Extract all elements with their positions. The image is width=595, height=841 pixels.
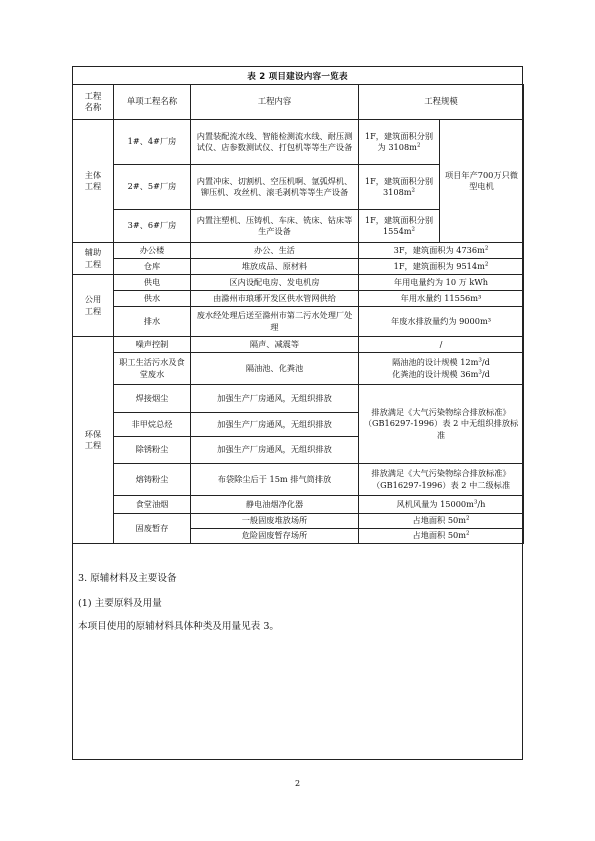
subitem-scale: 1F，建筑面积为 $9514m^2$: [359, 259, 524, 275]
subitem-content: 隔声、减震等: [191, 337, 359, 353]
table-row: [73, 464, 524, 496]
subitem-content: 静电油烟净化器: [191, 496, 359, 514]
table-row: [73, 275, 524, 291]
subitem-content: 内置冲床、切割机、空压机啊、氩弧焊机、铆压机、攻丝机、滚毛剥机等等生产设备: [191, 165, 359, 210]
subitem-content: 加强生产厂房通风，无组织排放: [191, 385, 359, 413]
subitem-name: 供水: [114, 291, 191, 307]
category-main: 主体 工程: [73, 120, 114, 243]
subitem-content: 堆放成品、原材料: [191, 259, 359, 275]
subitem-name: 1#、4#厂房: [114, 120, 191, 165]
table-row: [73, 243, 524, 259]
subitem-name: 食堂油烟: [114, 496, 191, 514]
header-category: 工程 名称: [73, 85, 114, 120]
subitem-scale: 年用电量约为 10 万 kWh: [359, 275, 524, 291]
header-scale: 工程规模: [359, 85, 524, 120]
subitem-scale: 排放满足《大气污染物综合排放标准》（GB16297-1996）表 2 中二级标准: [359, 464, 524, 496]
subitem-name: 2#、5#厂房: [114, 165, 191, 210]
subitem-content: 办公、生活: [191, 243, 359, 259]
unorganized-standard: 排放满足《大气污染物综合排放标准》（GB16297-1996）表 2 中无组织排放标准: [359, 385, 524, 464]
subitem-scale: 3F，建筑面积为 $4736m^2$: [359, 243, 524, 259]
subitem-scale: 1F，建筑面积分别为 $3108m^2$: [359, 120, 440, 165]
section-heading: 3. 原辅材料及主要设备: [78, 573, 177, 584]
subitem-name: 除锈粉尘: [114, 437, 191, 464]
subitem-name: 焊接烟尘: [114, 385, 191, 413]
table-row: [73, 259, 524, 275]
subitem-name: 非甲烷总烃: [114, 413, 191, 437]
subitem-scale: 风机风量为 $15000m^3/h$: [359, 496, 524, 514]
subitem-scale: 1F，建筑面积分别 $1554m^2$: [359, 210, 440, 243]
category-env: 环保 工程: [73, 337, 114, 544]
subitem-name: 办公楼: [114, 243, 191, 259]
subitem-content: 内置注塑机、压铸机、车床、铣床、钻床等生产设备: [191, 210, 359, 243]
subitem-scale: 年废水排放量约为 9000m³: [359, 307, 524, 337]
subitem-scale: 1F，建筑面积分别 $3108m^2$: [359, 165, 440, 210]
subitem-name: 排水: [114, 307, 191, 337]
table-row: [73, 291, 524, 307]
subsection-heading: (1) 主要原料及用量: [78, 598, 162, 609]
header-subitem: 单项工程名称: [114, 85, 191, 120]
project-content-table: [72, 84, 524, 544]
subitem-content: 危险固废暂存场所: [191, 529, 359, 544]
paragraph: 本项目使用的原辅材料具体种类及用量见表 3。: [78, 621, 280, 632]
page-number: 2: [294, 779, 301, 788]
subitem-scale: 隔油池的设计规模 $12m^3/d$ 化粪池的设计规模 $36m^3/d$: [359, 353, 524, 385]
subitem-scale: 年用水量约 11556m³: [359, 291, 524, 307]
subitem-name: 供电: [114, 275, 191, 291]
table-row: [73, 385, 524, 413]
subitem-name: 固废暂存: [114, 514, 191, 544]
subitem-scale: 占地面积 $50m^2$: [359, 514, 524, 529]
category-aux: 辅助 工程: [73, 243, 114, 275]
table-row: [73, 307, 524, 337]
subitem-content: 内置装配流水线、智能检测流水线、耐压测试仪、店参数测试仪、打包机等等生产设备: [191, 120, 359, 165]
subitem-name: 噪声控制: [114, 337, 191, 353]
subitem-content: 一般固废堆放场所: [191, 514, 359, 529]
subitem-scale: 占地面积 $50m^2$: [359, 529, 524, 544]
table-row: [73, 514, 524, 529]
subitem-scale: /: [359, 337, 524, 353]
table-row: [73, 353, 524, 385]
table-row: [73, 337, 524, 353]
table-row: [73, 496, 524, 514]
table-row: [73, 120, 524, 165]
subitem-content: 由滁州市琅琊开发区供水管网供给: [191, 291, 359, 307]
subitem-content: 布袋除尘后于 15m 排气筒排放: [191, 464, 359, 496]
subitem-content: 废水经处理后送至滁州市第二污水处理厂处理: [191, 307, 359, 337]
table-caption: 表 2 项目建设内容一览表: [247, 72, 348, 82]
table-header-row: [73, 85, 524, 120]
subitem-name: 熔铸粉尘: [114, 464, 191, 496]
subitem-name: 职工生活污水及食堂废水: [114, 353, 191, 385]
subitem-content: 加强生产厂房通风，无组织排放: [191, 437, 359, 464]
subitem-content: 加强生产厂房通风，无组织排放: [191, 413, 359, 437]
header-content: 工程内容: [191, 85, 359, 120]
category-public: 公用 工程: [73, 275, 114, 337]
main-capacity: 项目年产700万只微型电机: [440, 120, 524, 243]
subitem-content: 隔油池、化粪池: [191, 353, 359, 385]
subitem-name: 3#、6#厂房: [114, 210, 191, 243]
subitem-content: 区内设配电房、发电机房: [191, 275, 359, 291]
subitem-name: 仓库: [114, 259, 191, 275]
